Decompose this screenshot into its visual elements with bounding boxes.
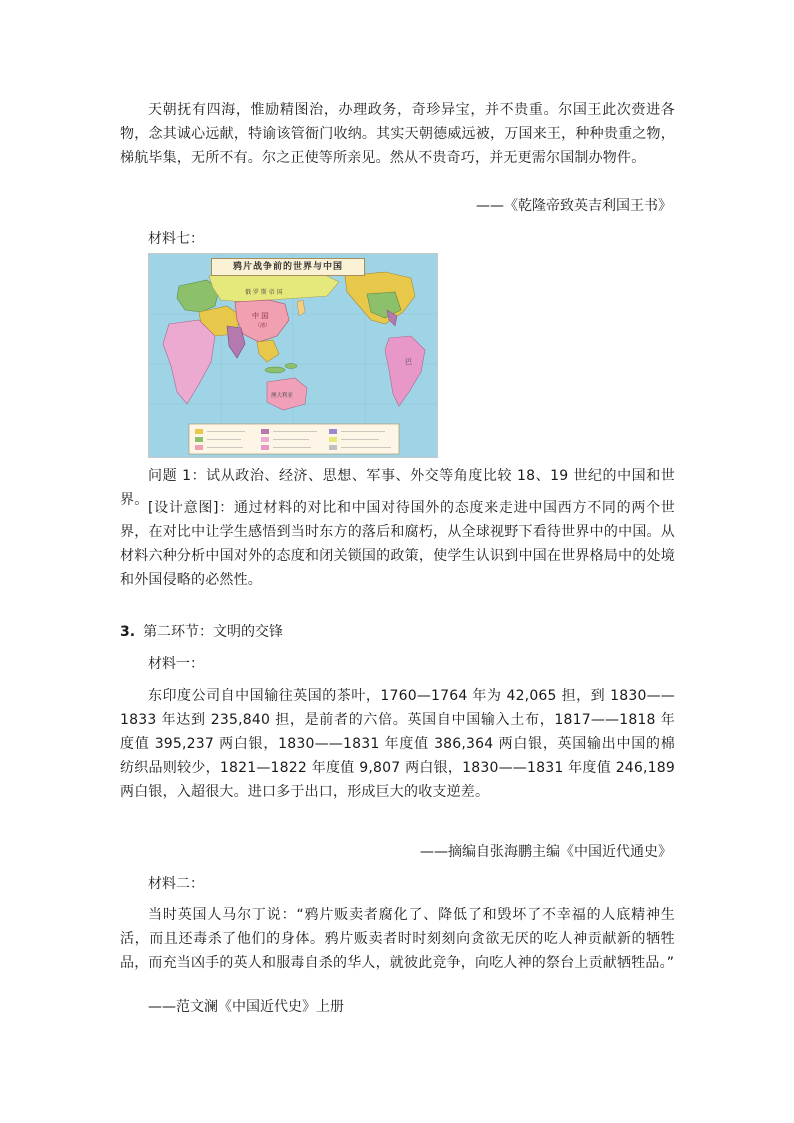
map-label-australia: 澳大利亚	[271, 393, 294, 399]
section-3-number: 3.	[120, 624, 136, 640]
world-map-svg	[149, 254, 437, 457]
map-borneo	[285, 364, 297, 369]
material1-source: ——摘编自张海鹏主编《中国近代通史》	[420, 844, 672, 860]
map-legend	[189, 424, 399, 454]
world-map-image	[148, 253, 438, 458]
design-intent: [设计意图]：通过材料的对比和中国对待国外的态度来走进中国西方不同的两个世界，在对比中让学生感悟到当时东方的落后和腐朽，从全球视野下看待世界中的中国。从材料六种分析中国对外的态度和闭关锁国的政策，使学生认识到中国在世界格局中的处境和外国侵略的必然性。	[120, 500, 675, 588]
material6-text: 天朝抚有四海，惟励精图治，办理政务，奇珍异宝，并不贵重。尔国王此次赍进各物，念其诚心远献，特谕该管衙门收纳。其实天朝德威远被，万国来王，种种贵重之物，梯航毕集，无所不有。尔之正使等所亲见。然从不贵奇巧，并无更需尔国制办物件。	[120, 102, 675, 166]
material2-label: 材料二：	[148, 876, 204, 892]
map-label-qing: （清）	[255, 323, 271, 329]
material6-source: ——《乾隆帝致英吉利国王书》	[476, 198, 672, 214]
section-3-title: 第二环节：文明的交锋	[143, 624, 284, 640]
material1-text: 东印度公司自中国输往英国的茶叶，1760—1764 年为 42,065 担，到 1830——1833 年达到 235,840 担，是前者的六倍。英国自中国输入土布，1817——1818 年度值 395,237 两白银，1830——1831 年度值 386,364 两白银，英国输出中国的棉纺织品则较少，1821—1822 年度值 9,807 两白银，1830——1831 年度值 246,189 两白银，入超很大。进口多于出口，形成巨大的收支逆差。	[120, 688, 675, 800]
map-label-china: 中 国	[252, 312, 269, 320]
material7-label: 材料七：	[148, 231, 204, 247]
question-1: 问题 1：试从政治、经济、思想、军事、外交等角度比较 18、19 世纪的中国和世界。	[120, 468, 675, 508]
map-label-russia: 俄 罗 斯 帝 国	[245, 289, 283, 296]
material2-text: 当时英国人马尔丁说：“鸦片贩卖者腐化了、降低了和毁坏了不幸福的人底精神生活，而且还毒杀了他们的身体。鸦片贩卖者时时刻刻向贪欲无厌的吃人神贡献新的牺牲品，而充当凶手的英人和服毒自杀的华人，就彼此竞争，向吃人神的祭台上贡献牺牲品。”	[120, 907, 675, 971]
map-indonesia	[265, 367, 285, 373]
map-title: 鸦片战争前的世界与中国	[211, 258, 365, 276]
material1-label: 材料一：	[148, 656, 204, 672]
map-label-brazil: 巴	[405, 358, 412, 366]
section-3-heading	[120, 620, 283, 644]
material2-source: ——范文澜《中国近代史》上册	[148, 999, 344, 1015]
